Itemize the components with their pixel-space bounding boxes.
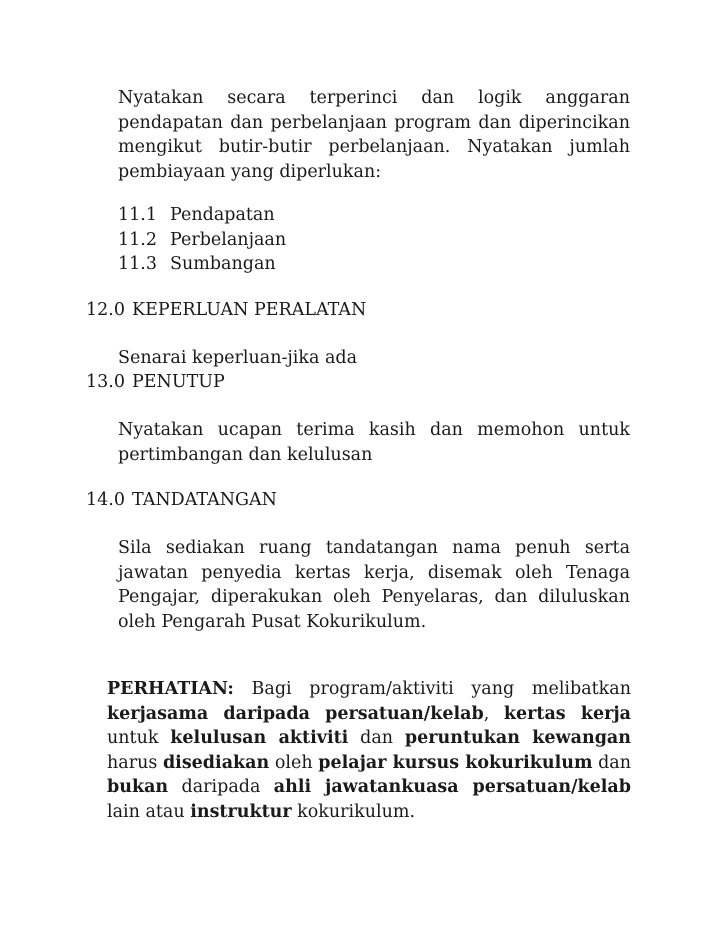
section-11-list xyxy=(118,203,286,277)
list-item xyxy=(118,228,286,253)
list-item xyxy=(118,252,286,277)
list-item xyxy=(118,203,286,228)
note-emphasis: kerjasama daripada persatuan/kelab xyxy=(107,703,484,724)
section-title: PENUTUP xyxy=(132,372,225,392)
attention-note xyxy=(107,677,631,824)
list-item-label: Pendapatan xyxy=(170,205,275,225)
section-11-intro: Nyatakan secara terperinci dan logik anggaran pendapatan dan perbelanjaan program dan diperincikan mengikut butir-butir perbelanjaan. Nyatakan jumlah pembiayaan yang diperlukan: xyxy=(118,88,630,182)
section-13-heading xyxy=(86,370,225,395)
note-emphasis: pelajar kursus kokurikulum xyxy=(318,752,593,773)
list-item-number: 11.3 xyxy=(118,254,157,274)
attention-label: PERHATIAN: xyxy=(107,679,234,699)
list-item-number: 11.1 xyxy=(118,205,157,225)
note-text: oleh xyxy=(269,752,319,773)
section-title: KEPERLUAN PERALATAN xyxy=(132,300,367,320)
section-14-body: Sila sediakan ruang tandatangan nama penuh serta jawatan penyedia kertas kerja, disemak oleh Tenaga Pengajar, diperakukan oleh Penyelaras, dan diluluskan oleh Pengarah Pusat Kokurikulum. xyxy=(118,538,630,632)
note-emphasis: ahli jawatankuasa persatuan/kelab xyxy=(273,777,632,797)
list-item-label: Sumbangan xyxy=(170,254,276,274)
section-number: 13.0 xyxy=(86,372,125,392)
note-emphasis: disediakan xyxy=(162,752,270,773)
note-text: lain atau xyxy=(107,801,191,822)
note-emphasis: kertas kerja xyxy=(503,703,631,724)
note-text: kokurikulum. xyxy=(291,801,416,822)
section-12-body: Senarai keperluan-jika ada xyxy=(118,348,358,368)
section-title: TANDATANGAN xyxy=(132,490,277,510)
note-text: , xyxy=(483,703,504,724)
section-number: 12.0 xyxy=(86,300,125,320)
note-text: Bagi program/aktiviti yang melibatkan xyxy=(233,679,631,699)
note-text: harus xyxy=(107,752,163,773)
section-13-body: Nyatakan ucapan terima kasih dan memohon untuk pertimbangan dan kelulusan xyxy=(118,420,630,465)
note-text: dan xyxy=(592,752,631,773)
list-item-number: 11.2 xyxy=(118,229,157,250)
section-14-heading xyxy=(86,488,277,513)
note-emphasis: kelulusan aktiviti xyxy=(170,728,349,748)
note-emphasis: instruktur xyxy=(190,801,292,822)
note-emphasis: bukan xyxy=(107,777,169,797)
list-item-label: Perbelanjaan xyxy=(170,229,287,250)
note-emphasis: peruntukan kewangan xyxy=(404,728,631,748)
section-number: 14.0 xyxy=(86,490,125,510)
note-text: untuk xyxy=(107,728,171,748)
section-12-heading xyxy=(86,298,366,323)
note-text: dan xyxy=(348,728,405,748)
note-text: daripada xyxy=(168,777,274,797)
